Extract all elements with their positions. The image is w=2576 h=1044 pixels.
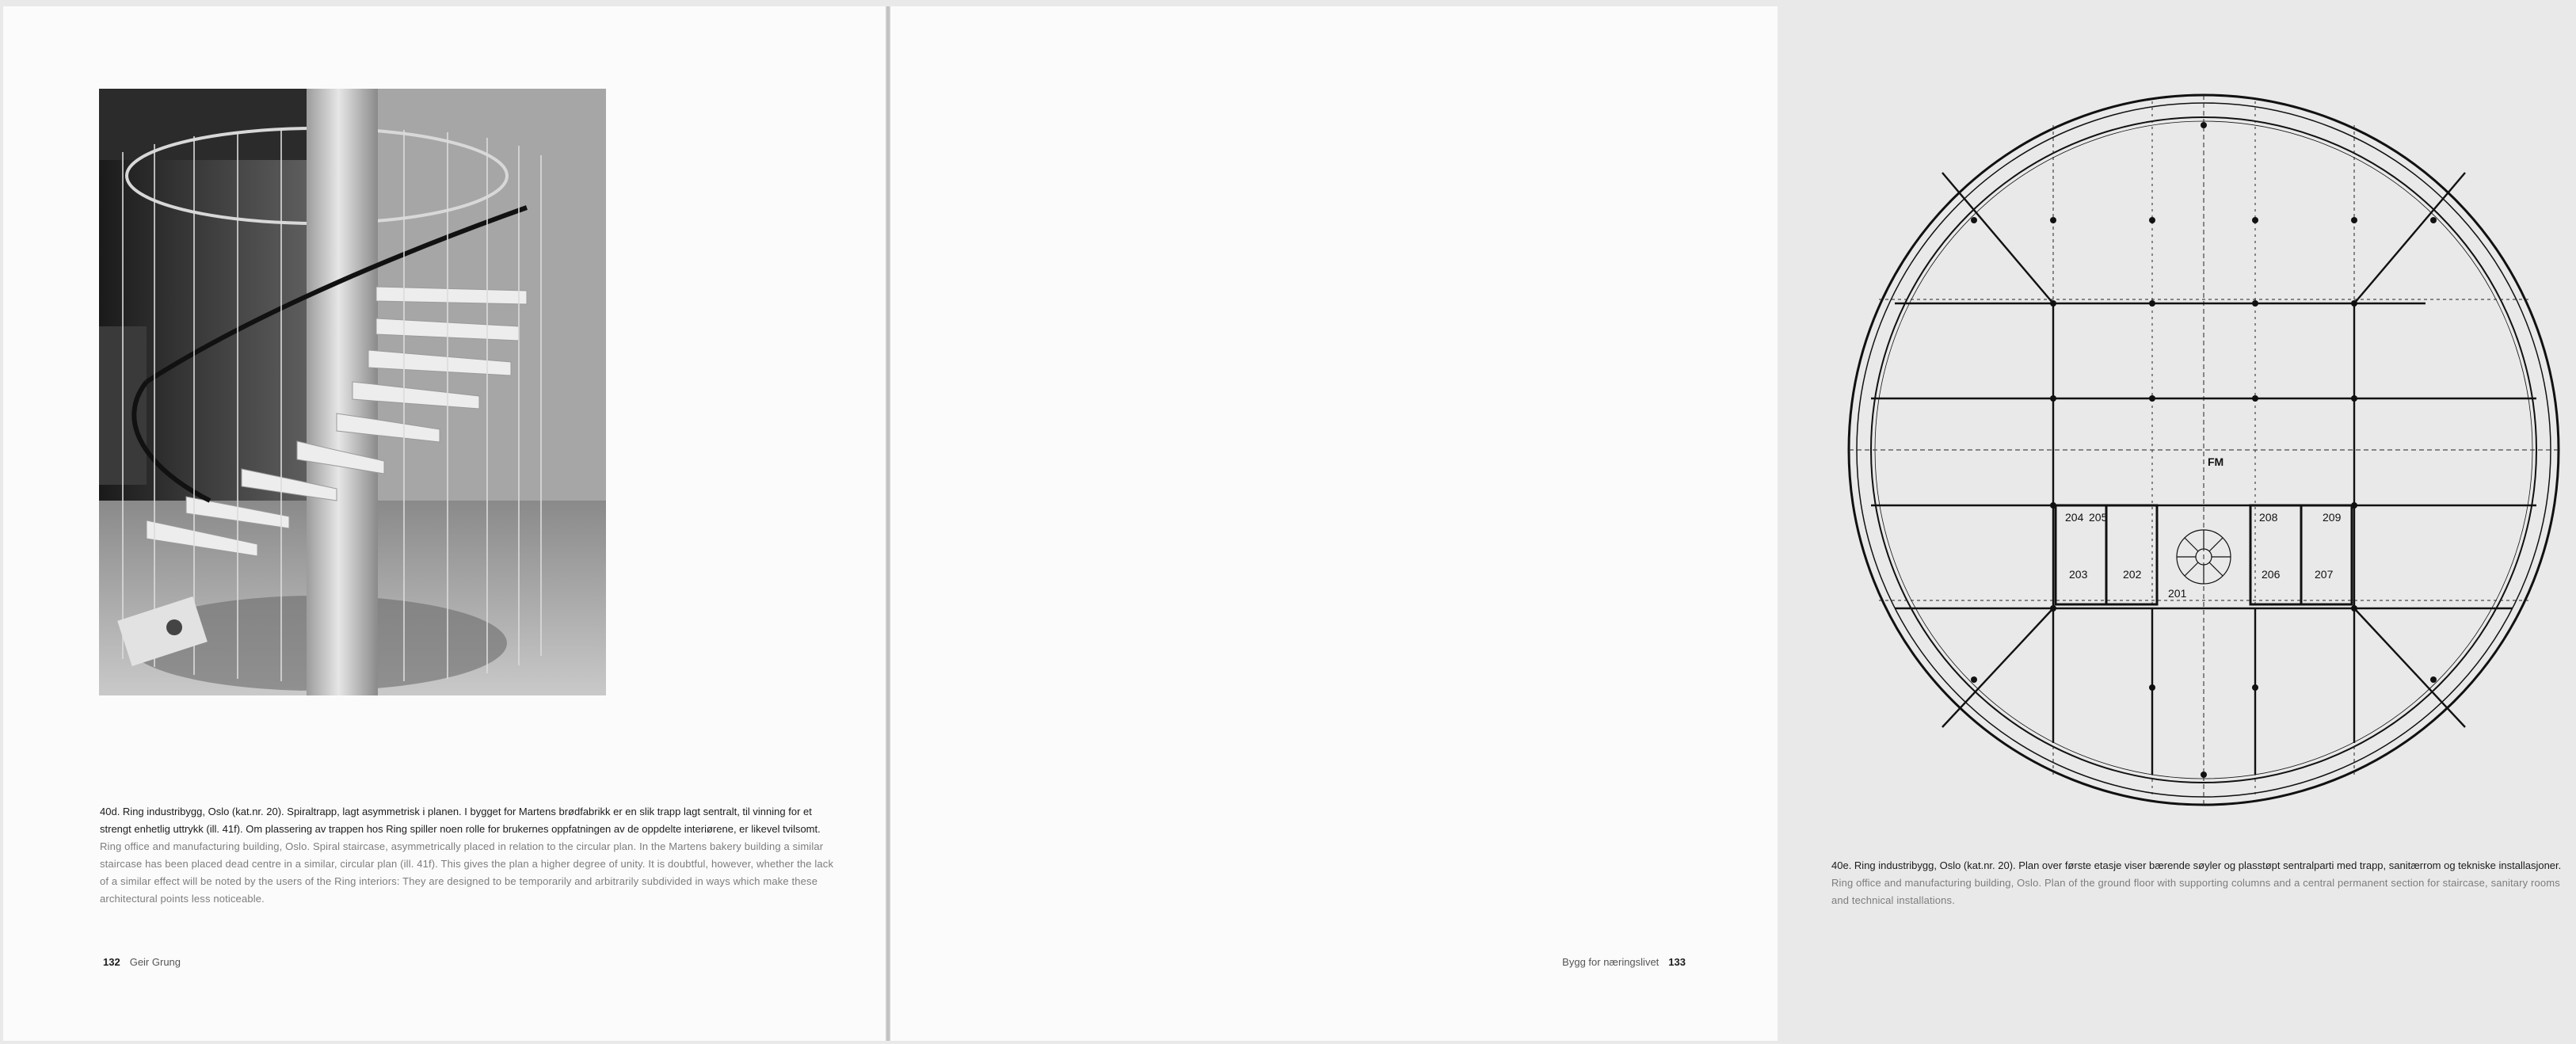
right-folio	[1562, 956, 1686, 968]
left-folio	[103, 956, 181, 968]
floor-plan	[1847, 93, 2560, 806]
running-head: Geir Grung	[129, 956, 181, 968]
plan-room-201: 201	[2168, 587, 2187, 600]
right-page	[890, 6, 2562, 1041]
running-head: Bygg for næringslivet	[1562, 956, 1660, 968]
staircase-photo	[99, 89, 606, 695]
caption-english: Ring office and manufacturing building, Oslo. Plan of the ground floor with supporting columns and a central permanent section for staircase, sanitary rooms and technical installations.	[1831, 877, 2560, 906]
right-caption	[1831, 857, 2576, 909]
left-page	[3, 6, 888, 1041]
left-caption	[100, 803, 844, 908]
plan-room-203: 203	[2069, 568, 2088, 581]
caption-norwegian: 40d. Ring industribygg, Oslo (kat.nr. 20). Spiraltrapp, lagt asymmetrisk i planen. I bygget for Martens brødfabrikk er en slik trapp lagt sentralt, til vinning for et strengt enhetlig uttrykk (ill. 41f). Om plassering av trappen hos Ring spiller noen rolle for brukernes oppfatningen av de oppdelte interiørene, er likevel tvilsomt.	[100, 806, 821, 835]
plan-room-209: 209	[2323, 511, 2342, 524]
plan-room-202: 202	[2123, 568, 2142, 581]
plan-room-205: 205	[2089, 511, 2108, 524]
caption-english: Ring office and manufacturing building, Oslo. Spiral staircase, asymmetrically placed in relation to the circular plan. In the Martens bakery building a similar staircase has been placed dead centre in a similar, circular plan (ill. 41f). This gives the plan a higher degree of unity. It is doubtful, however, whether the lack of a similar effect will be noted by the users of the Ring interiors: They are designed to be temporarily and arbitrarily subdivided in ways which make these architectural points less noticeable.	[100, 840, 834, 905]
caption-norwegian: 40e. Ring industribygg, Oslo (kat.nr. 20). Plan over første etasje viser bærende søyler og plasstøpt sentralparti med trapp, sanitærrom og tekniske installasjoner.	[1831, 859, 2562, 871]
plan-center-mark: FM	[2208, 455, 2224, 468]
plan-room-207: 207	[2315, 568, 2334, 581]
plan-room-204: 204	[2065, 511, 2084, 524]
page-number: 132	[103, 956, 120, 968]
page-number: 133	[1668, 956, 1686, 968]
plan-room-208: 208	[2259, 511, 2278, 524]
plan-room-206: 206	[2262, 568, 2281, 581]
